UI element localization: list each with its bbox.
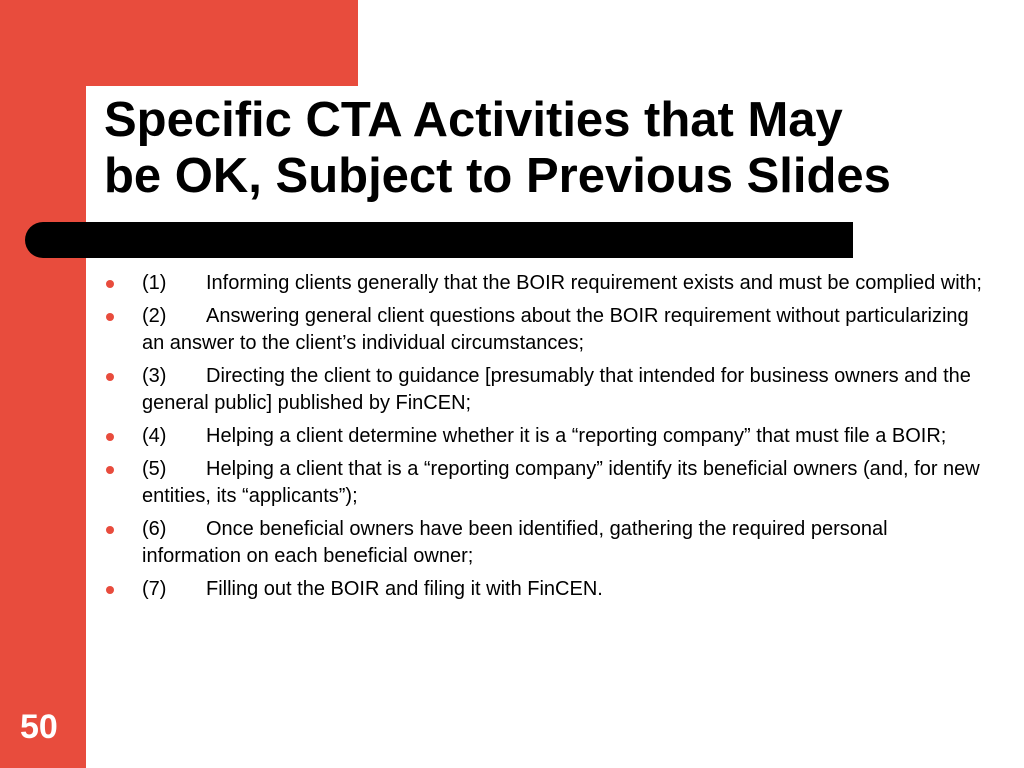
bullet-dot-icon: [106, 313, 114, 321]
bullet-dot-icon: [106, 280, 114, 288]
left-accent-bar: [0, 0, 86, 768]
slide-number: 50: [20, 708, 58, 746]
item-number: (4): [142, 425, 167, 447]
item-text: Informing clients generally that the BOIR requirement exists and must be complied with;: [206, 272, 982, 294]
bullet-dot-icon: [106, 586, 114, 594]
item-text: Directing the client to guidance [presumably that intended for business owners and the general public] published by FinCEN;: [142, 365, 971, 414]
bullet-dot-icon: [106, 373, 114, 381]
top-accent-block: [0, 0, 358, 86]
bullet-dot-icon: [106, 526, 114, 534]
item-number: (1): [142, 272, 167, 294]
item-number: (5): [142, 458, 167, 480]
list-item: [104, 576, 984, 603]
list-item: [104, 456, 984, 510]
item-number: (2): [142, 305, 167, 327]
slide-title-line-2: be OK, Subject to Previous Slides: [104, 149, 891, 203]
item-text: Filling out the BOIR and filing it with FinCEN.: [206, 578, 603, 600]
item-text: Helping a client that is a “reporting company” identify its beneficial owners (and, for new entities, its “applicants”);: [142, 458, 980, 507]
item-text: Helping a client determine whether it is a “reporting company” that must file a BOIR;: [206, 425, 947, 447]
list-item: [104, 423, 984, 450]
item-number: (6): [142, 518, 167, 540]
activity-list: [104, 270, 984, 609]
bullet-dot-icon: [106, 433, 114, 441]
slide-title-line-1: Specific CTA Activities that May: [104, 93, 843, 147]
list-item: [104, 303, 984, 357]
slide-title: [104, 92, 984, 204]
title-divider-bar: [25, 222, 853, 258]
item-number: (3): [142, 365, 167, 387]
list-item: [104, 516, 984, 570]
item-number: (7): [142, 578, 167, 600]
list-item: [104, 363, 984, 417]
bullet-dot-icon: [106, 466, 114, 474]
item-text: Answering general client questions about the BOIR requirement without particularizing an answer to the client’s individual circumstances;: [142, 305, 969, 354]
item-text: Once beneficial owners have been identified, gathering the required personal information on each beneficial owner;: [142, 518, 888, 567]
list-item: [104, 270, 984, 297]
